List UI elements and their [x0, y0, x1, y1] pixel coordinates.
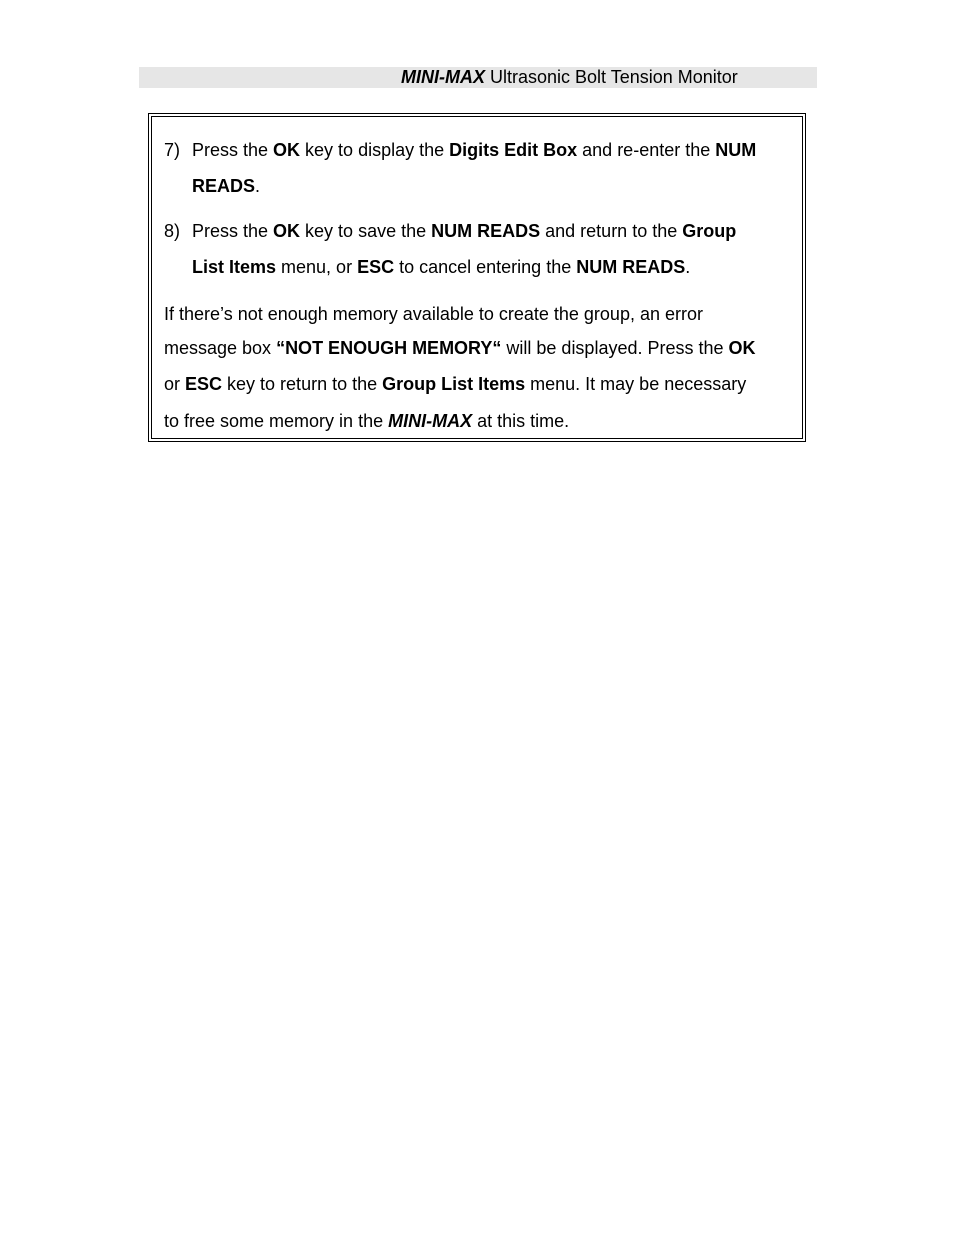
step-8-line-2: List Items menu, or ESC to cancel entering the NUM READS.: [192, 257, 691, 277]
note-line-1: If there’s not enough memory available to create the group, an error: [164, 304, 703, 324]
step-7-line-1: Press the OK key to display the Digits Edit Box and re-enter the NUM: [192, 140, 757, 160]
step-number: 8): [164, 221, 181, 241]
step-number: 7): [164, 140, 181, 160]
step-7-line-2: READS.: [192, 176, 261, 196]
page-header: [139, 67, 817, 88]
step-8-line-1: Press the OK key to save the NUM READS and return to the Group: [192, 221, 737, 241]
note-line-3: or ESC key to return to the Group List Items menu. It may be necessary: [164, 374, 747, 394]
header-brand: MINI-MAX: [401, 67, 485, 87]
note-line-4: to free some memory in the MINI-MAX at this time.: [164, 411, 570, 431]
header-subtitle: Ultrasonic Bolt Tension Monitor: [490, 67, 738, 87]
note-line-2: message box “NOT ENOUGH MEMORY“ will be displayed. Press the OK: [164, 338, 756, 358]
header-title: [401, 67, 738, 88]
